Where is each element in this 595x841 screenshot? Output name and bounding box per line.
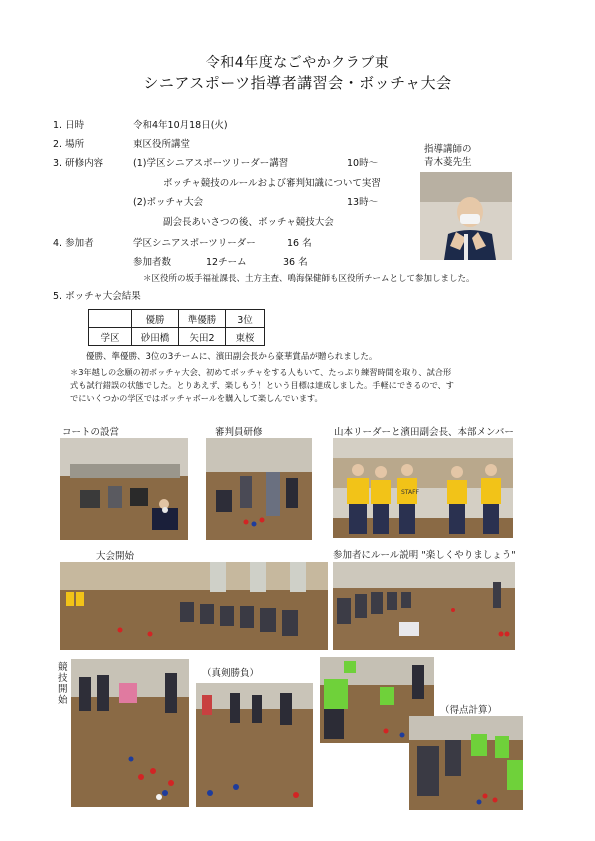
photo-court-setup (60, 438, 188, 540)
training-item2-time: 13時～ (347, 197, 379, 208)
photo-serious-match (196, 683, 313, 807)
results-label: 5. ボッチャ大会結果 (53, 291, 141, 302)
participants-leaders-count: 16 名 (287, 238, 312, 249)
participants-note: ＊区役所の坂手福祉課長、土方主査、鳴海保健師も区役所チームとして参加しました。 (143, 274, 475, 284)
training-item1-detail: ボッチャ競技のルールおよび審判知識について実習 (163, 178, 381, 189)
participants-label: 4. 参加者 (53, 238, 94, 249)
document-subtitle: シニアスポーツ指導者講習会・ボッチャ大会 (143, 74, 452, 92)
participants-teams: 12チーム (206, 257, 247, 268)
results-cell: 東桜 (226, 328, 265, 346)
instructor-caption-line1: 指導講師の (424, 144, 472, 155)
date-label: 1. 日時 (53, 120, 85, 131)
caption-rules-explanation: 参加者にルール説明 "楽しくやりましょう" (333, 550, 516, 561)
summary-line: ＊3年越しの念願の初ボッチャ大会、初めてボッチャをする人もいて、たっぷり練習時間を取り、試合形 (70, 367, 452, 377)
training-item1: (1)学区シニアスポーツリーダー講習 (133, 158, 289, 169)
training-item1-time: 10時～ (347, 158, 379, 169)
caption-competition-start: 競技開始 (58, 662, 68, 706)
photo-opening (60, 562, 328, 650)
photo-referee-training (206, 438, 312, 540)
caption-court-setup: コートの設営 (62, 427, 120, 438)
instructor-photo (420, 172, 512, 260)
training-item2-detail: 副会長あいさつの後、ボッチャ競技大会 (163, 217, 334, 228)
training-item2: (2)ボッチャ大会 (133, 197, 204, 208)
place-label: 2. 場所 (53, 139, 85, 150)
training-label: 3. 研修内容 (53, 158, 104, 169)
results-data-row (89, 328, 265, 346)
caption-referee-training: 審判員研修 (215, 427, 263, 438)
photo-competition-start (71, 659, 189, 807)
results-header-cell: 準優勝 (179, 310, 226, 328)
photo-leaders (333, 438, 513, 538)
results-header-cell (89, 310, 132, 328)
caption-leaders: 山本リーダーと濱田副会長、本部メンバー (334, 427, 514, 438)
summary-line: でにいくつかの学区ではボッチャボールを購入して楽しんでいます。 (70, 393, 323, 403)
photo-scoring (409, 716, 523, 810)
caption-serious-match: （真剣勝負） (202, 668, 260, 679)
participants-leaders: 学区シニアスポーツリーダー (133, 238, 256, 249)
results-cell: 砂田橋 (132, 328, 179, 346)
instructor-caption-line2: 青木菱先生 (424, 157, 472, 168)
prize-note: 優勝、準優勝、3位の3チームに、濱田副会長から豪華賞品が贈られました。 (86, 352, 378, 362)
participants-total-label: 参加者数 (133, 257, 172, 268)
results-header-row (89, 310, 265, 328)
results-header-cell: 優勝 (132, 310, 179, 328)
staff-vest-text: STAFF (401, 489, 420, 496)
place-value: 東区役所講堂 (133, 139, 191, 150)
results-cell: 学区 (89, 328, 132, 346)
photo-rules-explanation (333, 562, 515, 650)
results-header-cell: 3位 (226, 310, 265, 328)
caption-opening: 大会開始 (96, 551, 135, 562)
summary-paragraph (70, 366, 540, 405)
participants-total-count: 36 名 (283, 257, 308, 268)
document-title: 令和4年度なごやかクラブ東 (205, 55, 390, 71)
results-cell: 矢田2 (179, 328, 226, 346)
date-value: 令和4年10月18日(火) (133, 120, 228, 131)
caption-scoring: （得点計算） (440, 705, 498, 716)
results-table (88, 309, 265, 346)
summary-line: 式も試行錯誤の状態でした。とりあえず、楽しもう！という目標は達成しました。手軽にできるので、す (70, 380, 454, 390)
